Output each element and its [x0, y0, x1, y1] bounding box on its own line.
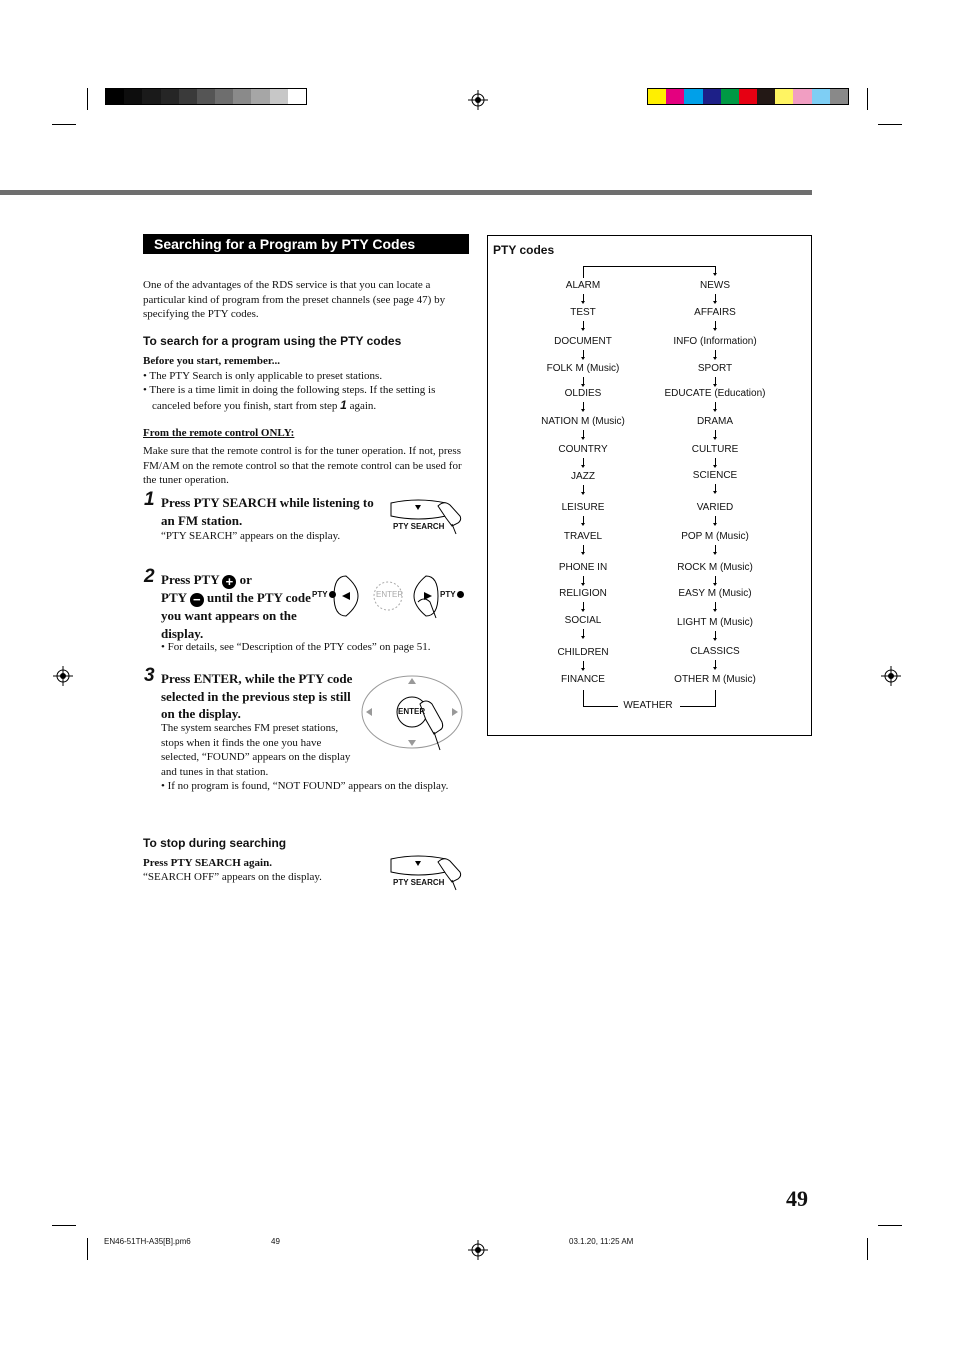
down-arrow-icon [715, 430, 716, 438]
down-arrow-icon [583, 430, 584, 438]
pty-code-item: SCIENCE [692, 470, 738, 481]
step-3-note: The system searches FM preset stations, stops when it finds the one you have selected, “FOUND” appears on the display and tunes in that station. [161, 722, 351, 778]
pty-code-item: ROCK M (Music) [677, 562, 753, 573]
pty-code-item: LEISURE [561, 502, 605, 513]
down-arrow-icon [715, 545, 716, 553]
pty-code-item: COUNTRY [558, 444, 608, 455]
color-swatch [812, 89, 830, 104]
down-arrow-icon [583, 350, 584, 358]
pty-code-item: NATION M (Music) [541, 416, 625, 427]
plus-circle-icon: + [222, 575, 236, 589]
step-number: 1 [144, 489, 155, 510]
search-heading: To search for a program using the PTY codes [143, 334, 402, 348]
plus-circle-icon [457, 591, 464, 598]
color-swatch [830, 89, 848, 104]
connector-line [583, 266, 716, 267]
enter-button-label: ENTER [376, 590, 404, 599]
minus-circle-icon: − [190, 593, 204, 607]
down-arrow-icon [715, 602, 716, 610]
footer-date: 03.1.20, 11:25 AM [569, 1237, 634, 1246]
color-swatch [142, 89, 160, 104]
pty-code-item: OTHER M (Music) [674, 674, 756, 685]
color-swatch [161, 89, 179, 104]
pty-codes-panel [487, 235, 812, 736]
pty-code-item: SPORT [697, 363, 733, 374]
pty-code-item: FINANCE [561, 674, 605, 685]
pty-code-item: EASY M (Music) [678, 588, 752, 599]
color-swatch [648, 89, 666, 104]
color-swatch [106, 89, 124, 104]
pty-code-item: EDUCATE (Education) [664, 388, 766, 399]
minus-circle-icon [329, 591, 336, 598]
down-arrow-icon [583, 402, 584, 410]
down-arrow-icon [583, 516, 584, 524]
connector-line [680, 706, 716, 707]
pty-code-item: SOCIAL [564, 615, 602, 626]
step-2-text [161, 571, 311, 642]
enter-button-label: ENTER [398, 707, 426, 716]
pty-code-item: ALARM [565, 280, 601, 291]
color-swatch [793, 89, 811, 104]
connector-line [715, 690, 716, 706]
down-arrow-icon [583, 545, 584, 553]
pty-plus-label [440, 590, 464, 599]
color-swatch [197, 89, 215, 104]
pty-code-item: FOLK M (Music) [546, 363, 620, 374]
color-swatch [124, 89, 142, 104]
pty-code-item: DRAMA [696, 416, 734, 427]
pty-code-item: LIGHT M (Music) [677, 617, 753, 628]
step-3-bullet: • If no program is found, “NOT FOUND” appears on the display. [161, 780, 449, 792]
pty-code-item: DOCUMENT [554, 336, 612, 347]
pty-code-item: CULTURE [691, 444, 739, 455]
bullet-text: The PTY Search is only applicable to preset stations. [149, 369, 383, 382]
down-arrow-icon [715, 321, 716, 329]
step-2-text-c: PTY [161, 590, 187, 605]
registration-target-icon [53, 666, 73, 686]
header-rule [0, 190, 812, 195]
color-swatch [739, 89, 757, 104]
down-arrow-icon [583, 485, 584, 493]
color-swatch [703, 89, 721, 104]
down-arrow-icon [583, 602, 584, 610]
down-arrow-icon [583, 294, 584, 302]
color-swatch [757, 89, 775, 104]
pty-code-item: TEST [570, 307, 596, 318]
page-number: 49 [786, 1186, 808, 1211]
color-swatch [721, 89, 739, 104]
down-arrow-icon [715, 402, 716, 410]
bullet-text: If no program is found, “NOT FOUND” appears on the display. [167, 780, 449, 792]
grayscale-color-bar [105, 88, 307, 105]
down-arrow-icon [715, 377, 716, 385]
pty-code-item: JAZZ [571, 471, 595, 482]
down-arrow-icon [583, 458, 584, 466]
color-swatch [270, 89, 288, 104]
pty-code-item: PHONE IN [558, 562, 608, 573]
step-1-note: “PTY SEARCH” appears on the display. [161, 530, 341, 542]
pty-code-item: RELIGION [559, 588, 607, 599]
color-swatch [666, 89, 684, 104]
step-1-text: Press PTY SEARCH while listening to an FM station. [161, 495, 374, 528]
connector-line [583, 690, 584, 706]
color-swatch [179, 89, 197, 104]
pty-code-item: NEWS [700, 280, 730, 291]
stop-heading: To stop during searching [143, 836, 287, 850]
remote-note: Make sure that the remote control is for the tuner operation. If not, press FM/AM on the remote control so that the remote control can be used for the tuner operation. [143, 445, 462, 487]
down-arrow-icon [583, 661, 584, 669]
remote-only-label: From the remote control ONLY: [143, 427, 295, 439]
stop-action: Press PTY SEARCH again. [143, 857, 272, 869]
down-arrow-icon [715, 631, 716, 639]
color-swatch [233, 89, 251, 104]
footer-file: EN46-51TH-A35[B].pm6 [104, 1237, 191, 1246]
connector-line [583, 706, 618, 707]
step-2-note: • For details, see “Description of the PTY codes” on page 51. [161, 641, 431, 653]
color-swatch [775, 89, 793, 104]
color-swatch [288, 89, 306, 104]
down-arrow-icon [583, 377, 584, 385]
registration-target-icon [468, 90, 488, 110]
pty-code-item: CLASSICS [690, 646, 740, 657]
down-arrow-icon [715, 660, 716, 668]
down-arrow-icon [715, 484, 716, 492]
step-ref: 1 [340, 397, 347, 412]
bullet-text: There is a time limit in doing the following steps. If the setting is canceled before you finish, start from step [149, 384, 436, 412]
down-arrow-icon [583, 576, 584, 584]
section-title: Searching for a Program by PTY Codes [143, 234, 469, 254]
bullet-item: • The PTY Search is only applicable to preset stations. [143, 369, 383, 382]
down-arrow-icon [583, 629, 584, 637]
down-arrow-icon [715, 458, 716, 466]
bullet-item: • There is a time limit in doing the following steps. If the setting is canceled before you finish, start from step 1 again. [143, 384, 436, 412]
registration-target-icon [468, 1240, 488, 1260]
step-2-text-b: or [239, 572, 252, 587]
before-start-note [143, 354, 469, 413]
pty-code-item: WEATHER [623, 700, 673, 711]
color-swatch [251, 89, 269, 104]
pty-search-button-label: PTY SEARCH [393, 522, 445, 531]
pty-code-item: AFFAIRS [694, 307, 736, 318]
pty-minus-text: PTY [312, 590, 328, 599]
color-swatch [215, 89, 233, 104]
step-number: 2 [144, 566, 155, 587]
down-arrow-icon [583, 321, 584, 329]
down-arrow-icon [715, 516, 716, 524]
down-arrow-icon [715, 266, 716, 274]
bullet-text: again. [349, 399, 377, 412]
pty-code-item: POP M (Music) [681, 531, 749, 542]
pty-code-item: OLDIES [564, 388, 602, 399]
pty-code-item: INFO (Information) [673, 336, 757, 347]
process-color-bar [647, 88, 849, 105]
before-start-label: Before you start, remember... [143, 355, 280, 367]
footer-page: 49 [271, 1237, 280, 1246]
color-swatch [684, 89, 702, 104]
pty-code-item: VARIED [696, 502, 734, 513]
pty-code-item: TRAVEL [563, 531, 603, 542]
pty-codes-heading: PTY codes [493, 243, 555, 257]
connector-line [583, 266, 584, 278]
intro-paragraph: One of the advantages of the RDS service is that you can locate a particular kind of program from the preset channels (see page 47) by specifying the PTY codes. [143, 279, 446, 321]
pty-minus-label [312, 590, 336, 599]
step-3-text: Press ENTER, while the PTY code selected in the previous step is still on the display. [161, 671, 353, 721]
down-arrow-icon [715, 350, 716, 358]
pty-code-item: CHILDREN [557, 647, 609, 658]
pty-plus-text: PTY [440, 590, 456, 599]
enter-button-icon [360, 674, 466, 764]
step-2-text-d: until the PTY code you want appears on the display. [161, 590, 311, 641]
stop-note: “SEARCH OFF” appears on the display. [143, 871, 322, 883]
down-arrow-icon [715, 294, 716, 302]
down-arrow-icon [715, 576, 716, 584]
registration-target-icon [881, 666, 901, 686]
step-2-text-a: Press PTY [161, 572, 220, 587]
pty-search-button-label: PTY SEARCH [393, 878, 445, 887]
step-number: 3 [144, 665, 155, 686]
